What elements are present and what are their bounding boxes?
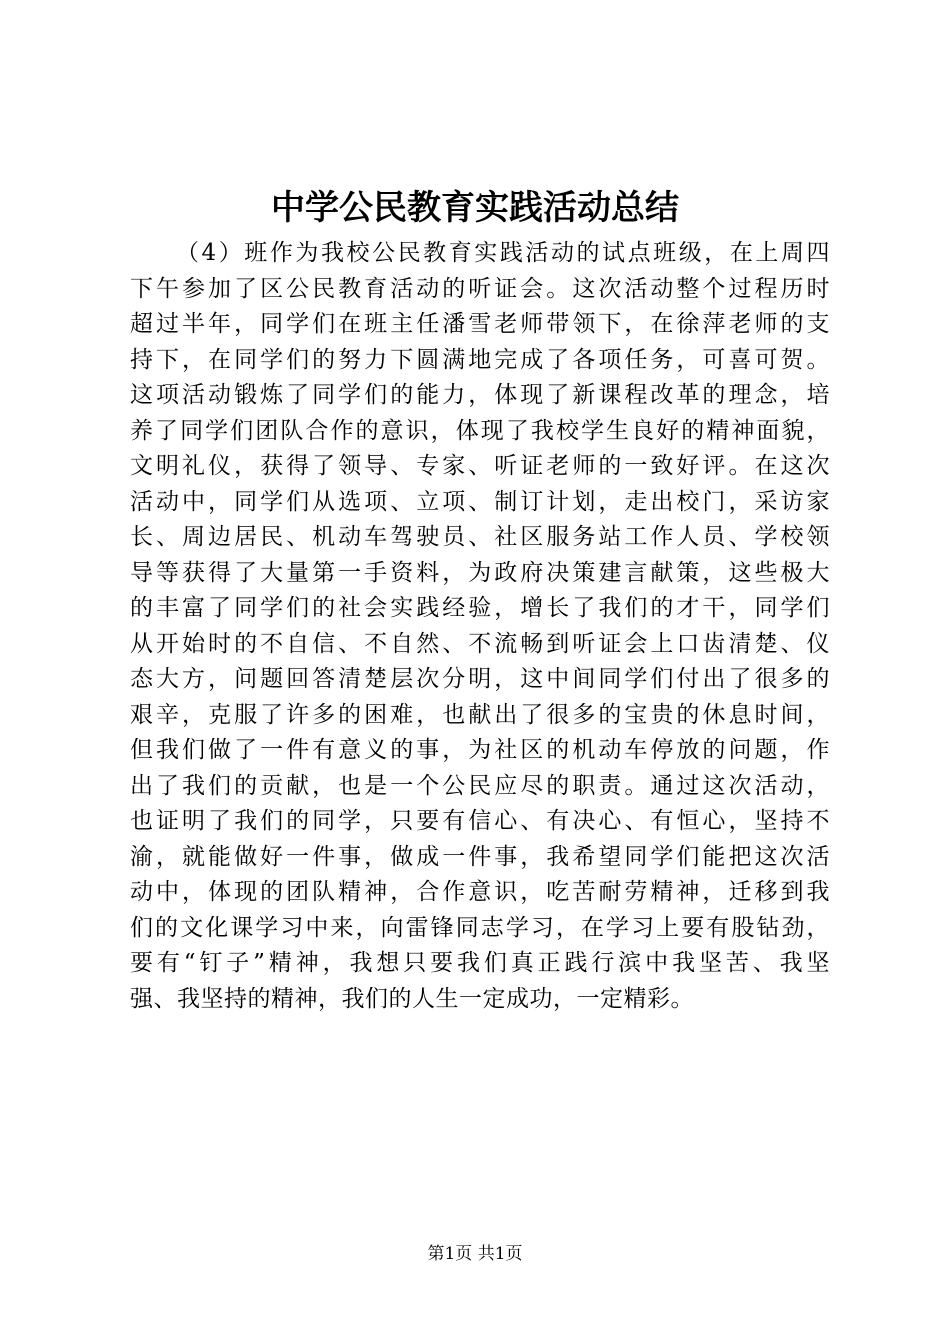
paragraph-line: 渝，就能做好一件事，做成一件事，我希望同学们能把这次活 bbox=[130, 843, 830, 870]
body-paragraph bbox=[130, 236, 830, 1017]
paragraph-line: 态大方，问题回答清楚层次分明，这中间同学们付出了很多的 bbox=[130, 666, 830, 692]
paragraph-line: 养了同学们团队合作的意识，体现了我校学生良好的精神面貌， bbox=[130, 417, 830, 444]
paragraph-line: 也证明了我们的同学，只要有信心、有决心、有恒心，坚持不 bbox=[130, 808, 830, 834]
paragraph-line: 这项活动锻炼了同学们的能力，体现了新课程改革的理念，培 bbox=[130, 382, 830, 408]
paragraph-line: 动中，体现的团队精神，合作意识，吃苦耐劳精神，迁移到我 bbox=[130, 879, 830, 905]
paragraph-line: 强、我坚持的精神，我们的人生一定成功，一定精彩。 bbox=[130, 985, 694, 1012]
paragraph-line: 出了我们的贡献，也是一个公民应尽的职责。通过这次活动， bbox=[130, 772, 830, 799]
paragraph-line: 导等获得了大量第一手资料，为政府决策建言献策，这些极大 bbox=[130, 559, 830, 586]
paragraph-line: 下午参加了区公民教育活动的听证会。这次活动整个过程历时 bbox=[130, 275, 830, 302]
paragraph-line: 们的文化课学习中来，向雷锋同志学习，在学习上要有股钻劲， bbox=[130, 914, 830, 941]
paragraph-line: 超过半年，同学们在班主任潘雪老师带领下，在徐萍老师的支 bbox=[130, 311, 830, 337]
paragraph-line: 持下，在同学们的努力下圆满地完成了各项任务，可喜可贺。 bbox=[130, 346, 830, 373]
paragraph-line: （4）班作为我校公民教育实践活动的试点班级，在上周四 bbox=[176, 240, 830, 266]
page-number-footer: 第1页 共1页 bbox=[427, 1244, 523, 1264]
paragraph-line: 艰辛，克服了许多的困难，也献出了很多的宝贵的休息时间， bbox=[130, 701, 830, 728]
page-title: 中学公民教育实践活动总结 bbox=[271, 188, 679, 228]
paragraph-line: 活动中，同学们从选项、立项、制订计划，走出校门，采访家 bbox=[130, 488, 830, 515]
paragraph-line: 要有“钉子”精神，我想只要我们真正践行滨中我坚苦、我坚 bbox=[130, 950, 830, 976]
paragraph-line: 从开始时的不自信、不自然、不流畅到听证会上口齿清楚、仪 bbox=[130, 630, 830, 657]
paragraph-line: 但我们做了一件有意义的事，为社区的机动车停放的问题，作 bbox=[130, 737, 830, 763]
paragraph-line: 长、周边居民、机动车驾驶员、社区服务站工作人员、学校领 bbox=[130, 524, 830, 550]
paragraph-line: 文明礼仪，获得了领导、专家、听证老师的一致好评。在这次 bbox=[130, 453, 830, 479]
paragraph-line: 的丰富了同学们的社会实践经验，增长了我们的才干，同学们 bbox=[130, 595, 830, 621]
